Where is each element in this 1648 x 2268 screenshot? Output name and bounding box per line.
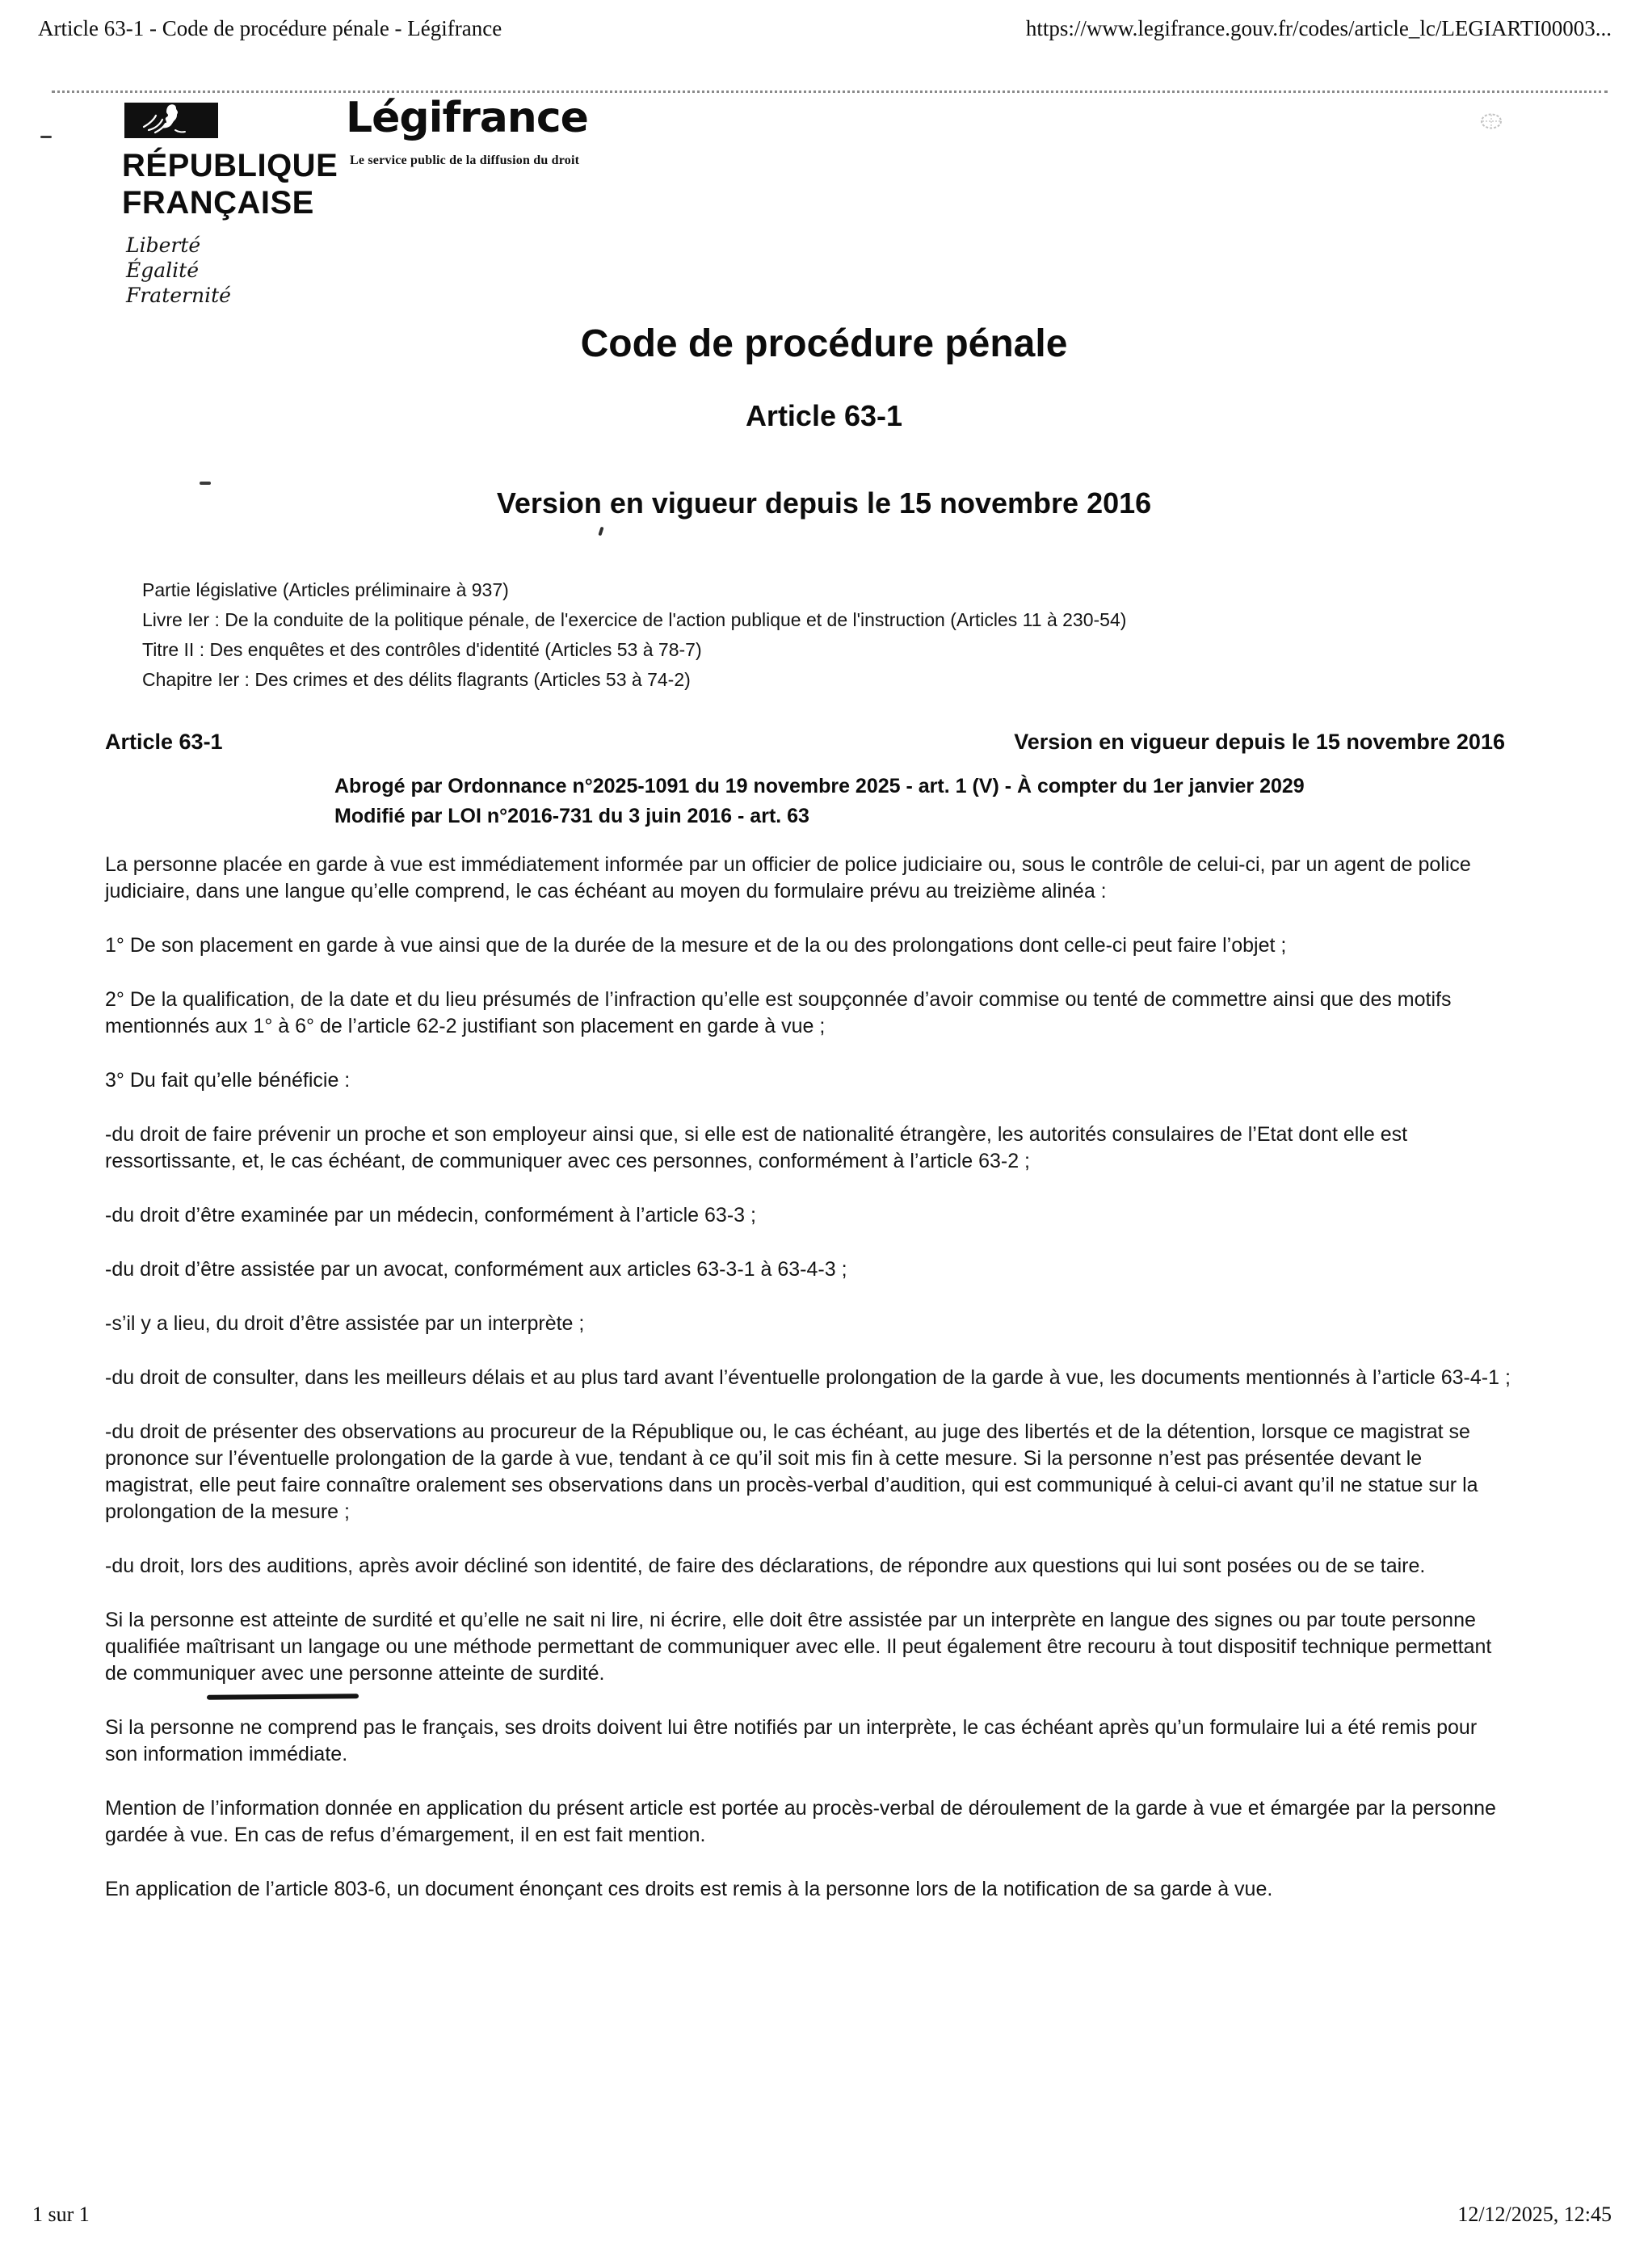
body-paragraph: 1° De son placement en garde à vue ainsi que de la durée de la mesure et de la ou des prolongations dont celle-ci peut faire l’objet ; bbox=[105, 934, 1287, 957]
print-header-url: https://www.legifrance.gouv.fr/codes/article_lc/LEGIARTI00003... bbox=[1025, 16, 1612, 40]
body-paragraph: -du droit d’être examinée par un médecin, conformément à l’article 63-3 ; bbox=[105, 1204, 756, 1227]
scan-artifact bbox=[200, 482, 211, 485]
amendment-notes bbox=[334, 772, 1514, 831]
body-paragraph: 2° De la qualification, de la date et du lieu présumés de l’infraction qu’elle est soupçonnée d’avoir commise ou tenté de commettre ainsi que des motifs mentionnés aux 1° à 6° de l’article 62-2 justifiant son placement en garde à vue ; bbox=[105, 988, 1452, 1037]
code-title: Code de procédure pénale bbox=[580, 322, 1068, 365]
motto-line: Fraternité bbox=[126, 284, 231, 307]
legifrance-tagline: Le service public de la diffusion du droit bbox=[350, 154, 580, 167]
body-paragraph: Si la personne ne comprend pas le français, ses droits doivent lui être notifiés par un interprète, le cas échéant après qu’un formulaire lui a été remis pour son information immédiate. bbox=[105, 1716, 1478, 1765]
motto-line: Égalité bbox=[126, 259, 199, 282]
body-paragraph: -du droit de présenter des observations au procureur de la République ou, le cas échéant, au juge des libertés et de la détention, lorsque ce magistrat se prononce sur l’éventuelle prolongation de la garde à vue, tendant à ce qu’il soit mis fin à cette mesure. Si la personne n’est pas présentée devant le magistrat, elle peut faire connaître oralement ses observations dans un procès-verbal d’audition, qui est communiqué à celui-ci avant qu’il ne statue sur la prolongation de la mesure ; bbox=[105, 1420, 1478, 1523]
amendment-line: Abrogé par Ordonnance n°2025-1091 du 19 novembre 2025 - art. 1 (V) - À compter du 1er janvier 2029 bbox=[334, 775, 1305, 797]
body-paragraph: Mention de l’information donnée en application du présent article est portée au procès-verbal de déroulement de la garde à vue et émargée par la personne gardée à vue. En cas de refus d’émargement, il en est fait mention. bbox=[105, 1797, 1496, 1846]
print-footer-page-count: 1 sur 1 bbox=[32, 2203, 90, 2226]
body-paragraph: -du droit, lors des auditions, après avoir décliné son identité, de faire des déclarations, de répondre aux questions qui lui sont posées ou de se taire. bbox=[105, 1555, 1426, 1577]
body-paragraph: En application de l’article 803-6, un document énonçant ces droits est remis à la personne lors de la notification de sa garde à vue. bbox=[105, 1878, 1273, 1900]
article-version-label: Version en vigueur depuis le 15 novembre 2016 bbox=[1014, 730, 1505, 754]
marianne-logo bbox=[124, 103, 218, 142]
francaise-line: FRANÇAISE bbox=[122, 185, 314, 221]
republique-francaise-wordmark bbox=[122, 147, 338, 221]
body-paragraph: 3° Du fait qu’elle bénéficie : bbox=[105, 1069, 351, 1092]
body-paragraph: -du droit de faire prévenir un proche et son employeur ainsi que, si elle est de nationalité étrangère, les autorités consulaires de l’Etat dont elle est ressortissante, et, le cas échéant, de communiquer avec ces personnes, conformément à l’article 63-2 ; bbox=[105, 1123, 1408, 1172]
article-label: Article 63-1 bbox=[105, 730, 223, 754]
body-paragraph: Si la personne est atteinte de surdité et qu’elle ne sait ni lire, ni écrire, elle doit être assistée par un interprète en langue des signes ou par toute personne qualifiée maîtrisant un langage ou une méthode permettant de communiquer avec elle. Il peut également être recouru à tout dispositif technique permettant de communiquer avec une personne atteinte de surdité. bbox=[105, 1609, 1492, 1685]
version-title: Version en vigueur depuis le 15 novembre 2016 bbox=[496, 486, 1152, 520]
article-title: Article 63-1 bbox=[745, 399, 903, 432]
article-body bbox=[105, 852, 1511, 1930]
breadcrumb-line: Livre Ier : De la conduite de la politique pénale, de l'exercice de l'action publique et de l'instruction (Articles 11 à 230-54) bbox=[142, 609, 1127, 630]
breadcrumb-line: Titre II : Des enquêtes et des contrôles d'identité (Articles 53 à 78-7) bbox=[142, 639, 702, 660]
scan-dotted-rule bbox=[52, 90, 1608, 93]
breadcrumb-line: Partie législative (Articles préliminaire à 937) bbox=[142, 579, 509, 600]
scan-artifact bbox=[598, 527, 603, 536]
body-paragraph: -du droit d’être assistée par un avocat, conformément aux articles 63-3-1 à 63-4-3 ; bbox=[105, 1258, 847, 1281]
print-footer-datetime: 12/12/2025, 12:45 bbox=[1457, 2203, 1612, 2226]
breadcrumb-line: Chapitre Ier : Des crimes et des délits flagrants (Articles 53 à 74-2) bbox=[142, 669, 691, 690]
motto bbox=[126, 233, 231, 308]
print-header-title: Article 63-1 - Code de procédure pénale - Légifrance bbox=[38, 16, 502, 40]
globe-icon bbox=[1480, 113, 1503, 133]
breadcrumbs bbox=[142, 575, 1126, 695]
scan-artifact bbox=[40, 136, 52, 138]
legifrance-wordmark: Légifrance bbox=[346, 94, 588, 142]
marianne-icon bbox=[124, 103, 218, 138]
republique-line: RÉPUBLIQUE bbox=[122, 148, 338, 183]
article-header-row bbox=[105, 730, 1505, 755]
amendment-line: Modifié par LOI n°2016-731 du 3 juin 2016 - art. 63 bbox=[334, 805, 809, 827]
body-paragraph: La personne placée en garde à vue est immédiatement informée par un officier de police judiciaire ou, sous le contrôle de celui-ci, par un agent de police judiciaire, dans une langue qu’elle comprend, le cas échéant au moyen du formulaire prévu au treizième alinéa : bbox=[105, 853, 1471, 903]
body-paragraph: -du droit de consulter, dans les meilleurs délais et au plus tard avant l’éventuelle prolongation de la garde à vue, les documents mentionnés à l’article 63-4-1 ; bbox=[105, 1366, 1511, 1389]
motto-line: Liberté bbox=[126, 234, 201, 257]
body-paragraph: -s’il y a lieu, du droit d’être assistée par un interprète ; bbox=[105, 1312, 585, 1335]
